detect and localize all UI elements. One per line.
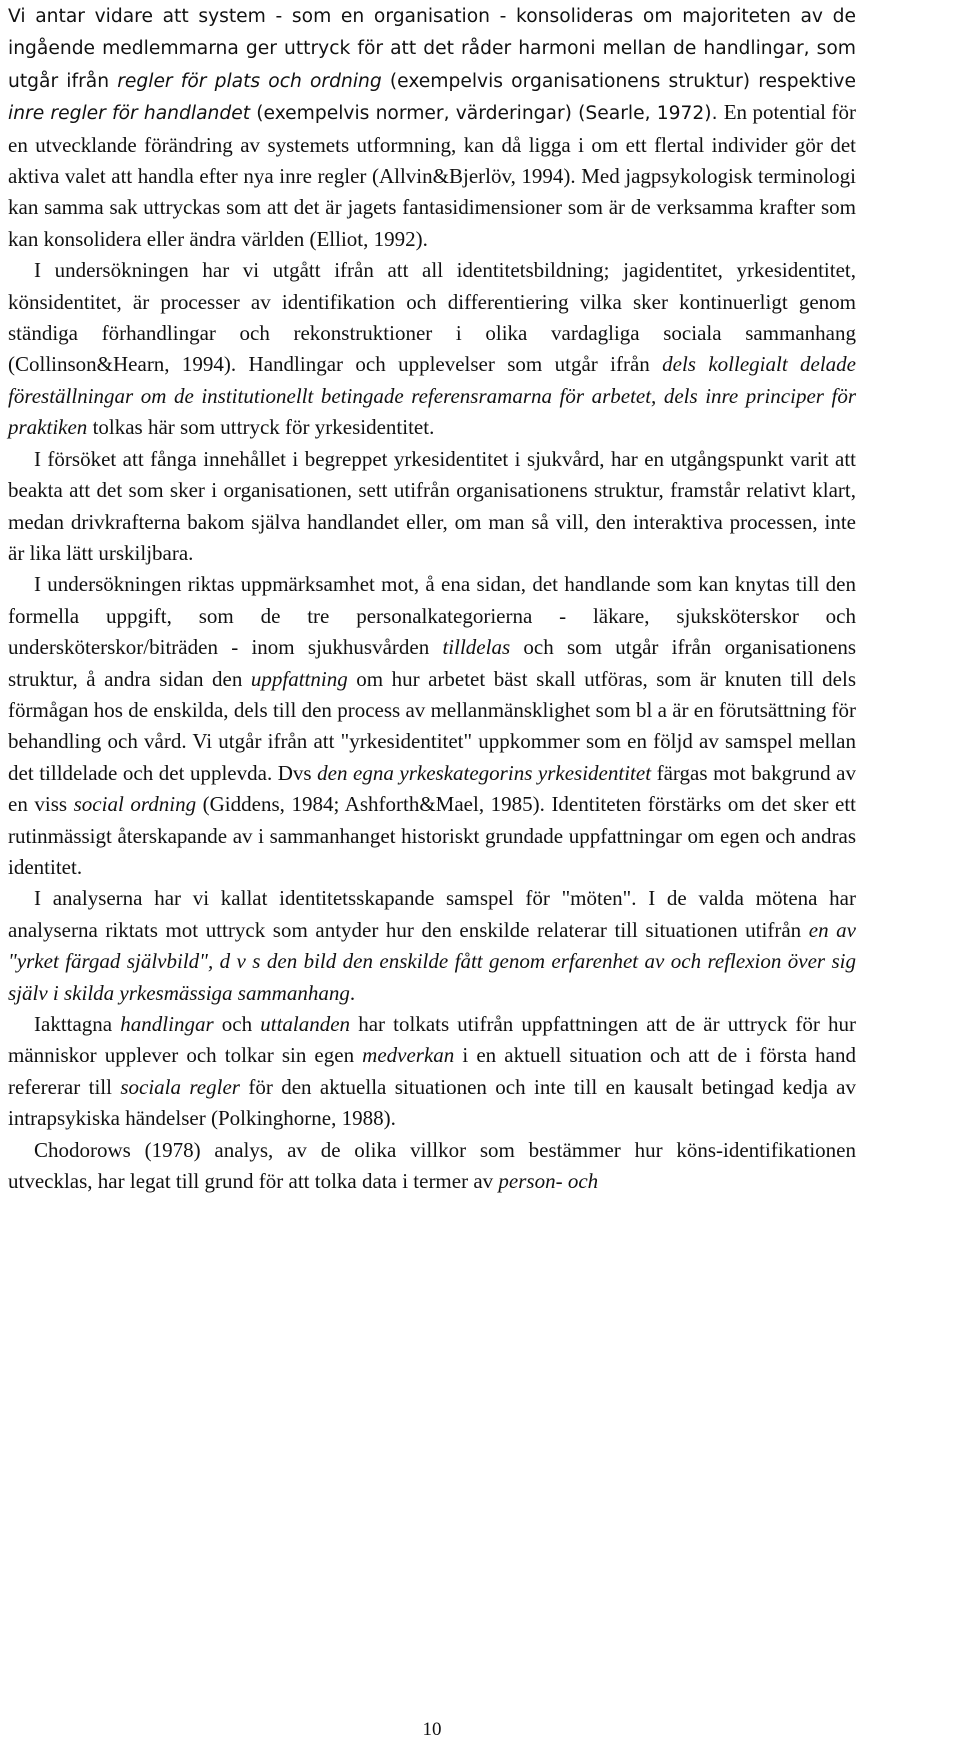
paragraph-6-italic-d: sociala regler: [120, 1074, 240, 1099]
paragraph-6-text-c: har tolkats utifrån uppfattningen att de är uttryck för hur människor upplever och tolkar sin egen: [8, 1012, 857, 1068]
paragraph-4-text-d: färgas mot bakgrund av en viss: [8, 760, 856, 817]
paragraph-6-italic-c: medverkan: [362, 1043, 455, 1068]
paragraph-7: [8, 1135, 856, 1198]
paragraph-1: [8, 0, 856, 255]
paragraph-4-text-b: och som utgår ifrån organisationens struktur, å andra sidan den: [8, 635, 856, 691]
paragraph-4-italic-b: uppfattning: [250, 666, 348, 691]
paragraph-4: [8, 569, 856, 883]
paragraph-1-text-a: Vi antar vidare att system - som en organisation - konsolideras om majoriteten av de ingående medlemmarna ger uttryck för att det råder harmoni mellan de handlingar, som utgår ifrån: [8, 6, 856, 92]
paragraph-6: [8, 1009, 856, 1135]
paragraph-4-text-a: I undersökningen riktas uppmärksamhet mot, å ena sidan, det handlande som kan knytas till den formella uppgift, som de tre personalkategorierna - läkare, sjuksköterskor och undersköterskor/biträden - inom sjukhusvården: [8, 572, 856, 660]
paragraph-4-text-c: om hur arbetet bäst skall utföras, som är knuten till dels förmågan hos de enskilda, dels till den process av mellanmänsklighet som bl a är en förutsättning för behandling och vård. Vi utgår ifrån att "yrkesidentitet" uppkommer som en följd av samspel mellan det tilldelade och det upplevda. Dvs: [8, 666, 856, 785]
paragraph-5: [8, 883, 856, 1009]
paragraph-1-text-c: (exempelvis normer, värderingar) (Searle, 1972).: [250, 103, 724, 125]
paragraph-5-italic-a: en av "yrket färgad självbild", d v s den bild den enskilde fått genom erfarenhet av och reflexion över sig själv i skilda yrkesmässiga sammanhang: [8, 917, 856, 1005]
paragraph-1-italic-a: regler för plats och ordning: [117, 70, 382, 92]
paragraph-1-text-b: (exempelvis organisationens struktur) respektive: [381, 70, 856, 92]
paragraph-3-text-a: I försöket att fånga innehållet i begreppet yrkesidentitet i sjukvård, har en utgångspunkt varit att beakta att det som sker i organisationen, sett utifrån organisationens struktur, framstår relativt klart, medan drivkrafterna bakom själva handlandet eller, om man så vill, den interaktiva processen, inte är lika lätt urskiljbara.: [8, 446, 856, 565]
paragraph-4-text-e: (Giddens, 1984; Ashforth&Mael, 1985). Identiteten förstärks om det sker ett rutinmässigt återskapande av i sammanhanget historiskt grundade uppfattningar om egen och andras identitet.: [8, 792, 856, 879]
paragraph-1-italic-b: inre regler för handlandet: [8, 103, 251, 125]
paragraph-3: [8, 444, 856, 570]
paragraph-6-text-b: och: [213, 1012, 261, 1036]
paragraph-7-italic-a: person- och: [498, 1169, 599, 1194]
paragraph-2-italic-a: dels kollegialt delade föreställningar om de institutionellt betingade referensramarna för arbetet, dels inre principer för praktiken: [8, 352, 856, 440]
paragraph-4-italic-d: social ordning: [73, 792, 197, 817]
paragraph-7-text-a: Chodorows (1978) analys, av de olika villkor som bestämmer hur köns-identifikationen utvecklas, har legat till grund för att tolka data i termer av: [8, 1137, 856, 1194]
paragraph-6-text-a: Iakttagna: [34, 1012, 121, 1036]
paragraph-6-italic-a: handlingar: [120, 1012, 214, 1036]
paragraph-2-text-b: tolkas här som uttryck för yrkesidentitet.: [87, 415, 435, 440]
paragraph-4-italic-a: tilldelas: [442, 635, 511, 660]
paragraph-2-text-a: I undersökningen har vi utgått ifrån att all identitetsbildning; jagidentitet, yrkesidentitet, könsidentitet, är processer av identifikation och differentiering vilka sker kontinuerligt genom ständiga förhandlingar och rekonstruktioner i olika vardagliga sociala sammanhang (Collinson&Hearn, 1994). Handlingar och upplevelser som utgår ifrån: [8, 258, 856, 377]
paragraph-6-text-e: för den aktuella situationen och inte till en kausalt betingad kedja av intrapsykiska händelser (Polkinghorne, 1988).: [8, 1074, 856, 1131]
document-page: [8, 0, 856, 1755]
paragraph-6-text-d: i en aktuell situation och att de i första hand refererar till: [8, 1043, 857, 1099]
paragraph-6-italic-b: uttalanden: [260, 1012, 351, 1036]
paragraph-1-text-d: En potential för en utvecklande förändring av systemets utformning, kan då ligga i om ett flertal individer gör det aktiva valet att handla efter nya inre regler (Allvin&Bjerlöv, 1994). Med jagpsykologisk terminologi kan samma sak uttryckas som att det är jagets fantasidimensioner som är de verksamma krafter som kan konsolidera eller ändra världen (Elliot, 1992).: [8, 100, 856, 251]
paragraph-4-italic-c: den egna yrkeskategorins yrkesidentitet: [317, 760, 652, 785]
page-number: 10: [422, 1719, 442, 1740]
paragraph-5-text-b: .: [349, 980, 356, 1005]
paragraph-2: [8, 255, 856, 443]
paragraph-5-text-a: I analyserna har vi kallat identitetsskapande samspel för "möten". I de valda mötena har analyserna riktats mot uttryck som antyder hur den enskilde relaterar till situationen utifrån: [8, 886, 856, 942]
